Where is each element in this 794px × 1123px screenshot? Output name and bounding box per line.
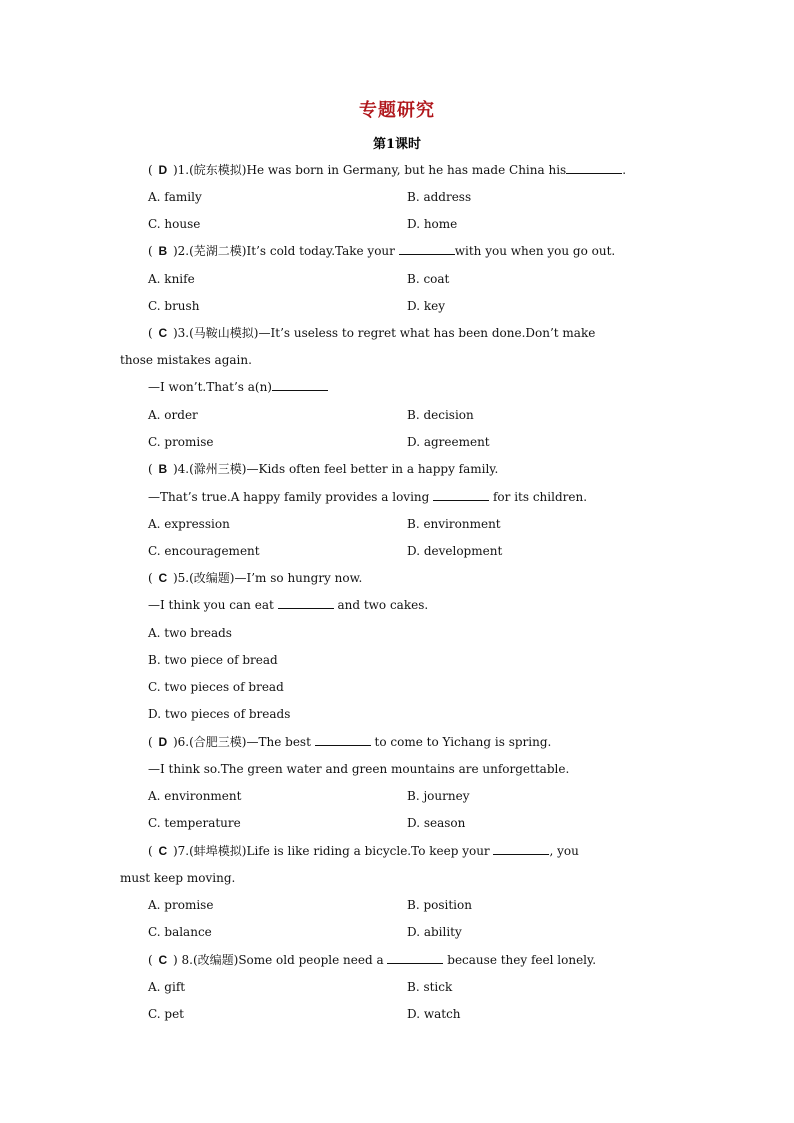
option-a: A. promise: [148, 898, 214, 912]
option-d: D. ability: [407, 925, 462, 939]
answer-8: C: [158, 953, 168, 967]
option-b: B. two piece of bread: [148, 653, 278, 667]
question-8-stem: ( C ) 8.(改编题)Some old people need a because they feel lonely.: [148, 953, 597, 967]
answer-blank: [433, 489, 489, 501]
option-b: B. stick: [407, 980, 453, 994]
question-2-stem: ( B )2.(芜湖二模)It’s cold today.Take your with you when you go out.: [148, 244, 616, 258]
question-3-stem: ( C )3.(马鞍山模拟)—It’s useless to regret what has been done.Don’t make: [148, 326, 596, 340]
answer-3: C: [158, 326, 168, 340]
option-c: C. brush: [148, 299, 200, 313]
question-3-stem-continued: those mistakes again.: [120, 353, 252, 367]
answer-5: C: [158, 571, 168, 585]
option-a: A. family: [148, 190, 202, 204]
option-a: A. knife: [148, 272, 195, 286]
answer-1: D: [158, 163, 168, 177]
option-c: C. balance: [148, 925, 212, 939]
answer-7: C: [158, 844, 168, 858]
question-3-reply: —I won’t.That’s a(n): [148, 379, 328, 395]
option-a: A. two breads: [148, 626, 232, 640]
option-c: C. encouragement: [148, 544, 260, 558]
option-b: B. coat: [407, 272, 450, 286]
answer-blank: [399, 243, 455, 255]
question-4-reply: —That’s true.A happy family provides a loving for its children.: [148, 490, 588, 504]
option-b: B. decision: [407, 408, 474, 422]
option-d: D. watch: [407, 1007, 461, 1021]
option-d: D. season: [407, 816, 466, 830]
answer-blank: [387, 952, 443, 964]
option-c: C. promise: [148, 435, 214, 449]
question-1-stem: ( D )1.(皖东模拟)He was born in Germany, but he has made China his .: [148, 163, 627, 177]
option-c: C. two pieces of bread: [148, 680, 284, 694]
option-d: D. key: [407, 299, 445, 313]
question-5-stem: ( C )5.(改编题)—I’m so hungry now.: [148, 571, 363, 585]
option-a: A. gift: [148, 980, 186, 994]
option-c: C. house: [148, 217, 201, 231]
question-4-stem: ( B )4.(滁州三模)—Kids often feel better in a happy family.: [148, 462, 499, 476]
question-6-reply: —I think so.The green water and green mountains are unforgettable.: [148, 762, 570, 776]
option-d: D. development: [407, 544, 503, 558]
option-d: D. home: [407, 217, 458, 231]
page-title: 专题研究: [359, 100, 435, 121]
option-a: A. environment: [148, 789, 242, 803]
question-7-stem: ( C )7.(蚌埠模拟)Life is like riding a bicycle.To keep your , you: [148, 844, 579, 858]
question-6-stem: ( D )6.(合肥三模)—The best to come to Yichang is spring.: [148, 735, 552, 749]
option-d: D. two pieces of breads: [148, 707, 291, 721]
answer-blank: [278, 597, 334, 609]
answer-blank: [566, 162, 622, 174]
option-b: B. position: [407, 898, 472, 912]
option-a: A. expression: [148, 517, 230, 531]
option-b: B. address: [407, 190, 472, 204]
answer-blank: [272, 379, 328, 391]
option-c: C. pet: [148, 1007, 184, 1021]
answer-2: B: [158, 244, 168, 258]
question-7-stem-continued: must keep moving.: [120, 871, 236, 885]
answer-blank: [315, 734, 371, 746]
answer-blank: [493, 843, 549, 855]
answer-6: D: [158, 735, 168, 749]
option-d: D. agreement: [407, 435, 490, 449]
option-b: B. journey: [407, 789, 470, 803]
question-5-reply: —I think you can eat and two cakes.: [148, 598, 429, 612]
lesson-subtitle: 第1课时: [372, 137, 422, 152]
option-b: B. environment: [407, 517, 501, 531]
option-a: A. order: [148, 408, 198, 422]
answer-4: B: [158, 462, 168, 476]
option-c: C. temperature: [148, 816, 241, 830]
